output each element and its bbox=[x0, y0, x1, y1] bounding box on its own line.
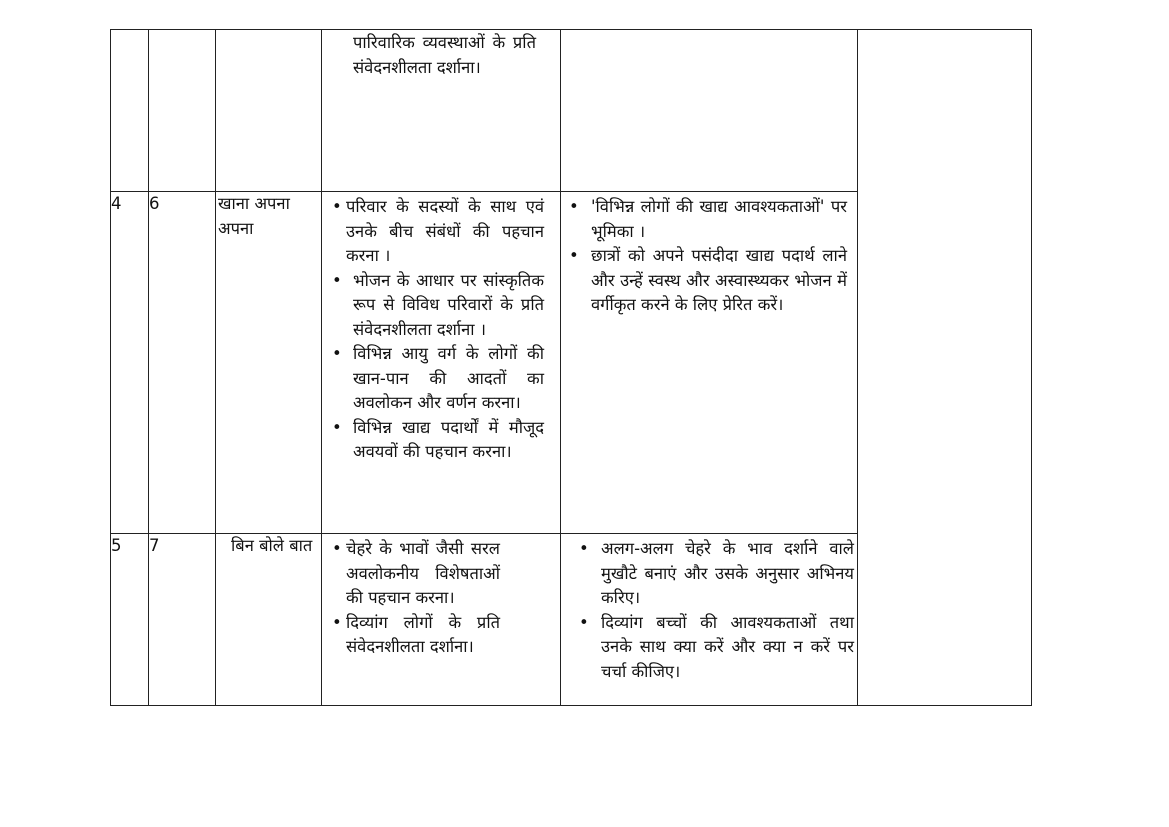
remarks-cell bbox=[858, 30, 1032, 706]
activities-cell bbox=[561, 192, 858, 534]
activities-cell bbox=[561, 534, 858, 706]
list-item: • दिव्यांग लोगों के प्रति संवेदनशीलता दर्शाना। bbox=[332, 612, 500, 656]
activities-cell bbox=[561, 30, 858, 192]
chapter-number: 7 bbox=[149, 534, 216, 706]
chapter-title: खाना अपना अपना bbox=[218, 194, 290, 238]
list-item: • विभिन्न आयु वर्ग के लोगों की खान-पान की आदतों का अवलोकन और वर्णन करना। bbox=[332, 344, 544, 412]
objectives-cell bbox=[322, 534, 561, 706]
bullet-icon: • bbox=[332, 612, 342, 632]
list-item: • छात्रों को अपने पसंदीदा खाद्य पदार्थ लाने और उन्हें स्वस्थ और अस्वास्थ्यकर भोजन में वर्गीकृत करने के लिए प्रेरित करें। bbox=[569, 246, 847, 314]
list-item: • परिवार के सदस्यों के साथ एवं उनके बीच संबंधों की पहचान करना । bbox=[332, 197, 544, 265]
list-item: • अलग-अलग चेहरे के भाव दर्शाने वाले मुखौटे बनाएं और उसके अनुसार अभिनय करिए। bbox=[579, 539, 854, 607]
bullet-icon: • bbox=[332, 417, 342, 437]
bullet-icon: • bbox=[332, 344, 342, 363]
activities-list bbox=[561, 534, 857, 684]
bullet-icon: • bbox=[579, 539, 589, 558]
bullet-icon: • bbox=[579, 612, 589, 632]
serial-number: 4 bbox=[111, 192, 149, 534]
objectives-cell bbox=[322, 192, 561, 534]
list-item: • दिव्यांग बच्चों की आवश्यकताओं तथा उनके साथ क्या करें और क्या न करें पर चर्चा कीजिए। bbox=[579, 612, 854, 681]
chapter-no-cell bbox=[149, 30, 216, 192]
chapter-cell bbox=[216, 534, 322, 706]
objectives-list bbox=[322, 192, 560, 465]
objective-continued: पारिवारिक व्यवस्थाओं के प्रति संवेदनशीलता दर्शाना। bbox=[353, 33, 536, 77]
bullet-icon: • bbox=[569, 246, 579, 265]
bullet-icon: • bbox=[332, 270, 342, 290]
bullet-icon: • bbox=[332, 197, 342, 216]
objectives-cell bbox=[322, 30, 561, 192]
chapter-cell bbox=[216, 192, 322, 534]
chapter-title: बिन बोले बात bbox=[231, 536, 313, 555]
list-item: • भोजन के आधार पर सांस्कृतिक रूप से विविध परिवारों के प्रति संवेदनशीलता दर्शाना । bbox=[332, 270, 544, 339]
serial-cell bbox=[111, 30, 149, 192]
chapter-cell bbox=[216, 30, 322, 192]
curriculum-table bbox=[110, 29, 1032, 706]
list-item: • विभिन्न खाद्य पदार्थों में मौजूद अवयवों की पहचान करना। bbox=[332, 417, 544, 461]
bullet-icon: • bbox=[569, 197, 579, 216]
list-item: • चेहरे के भावों जैसी सरल अवलोकनीय विशेषताओं की पहचान करना। bbox=[332, 539, 500, 607]
table-row bbox=[111, 30, 1032, 192]
serial-number: 5 bbox=[111, 534, 149, 706]
list-item: • 'विभिन्न लोगों की खाद्य आवश्यकताओं' पर भूमिका । bbox=[569, 197, 847, 241]
chapter-number: 6 bbox=[149, 192, 216, 534]
activities-list bbox=[561, 192, 857, 318]
objectives-list bbox=[322, 534, 560, 660]
bullet-icon: • bbox=[332, 539, 342, 558]
